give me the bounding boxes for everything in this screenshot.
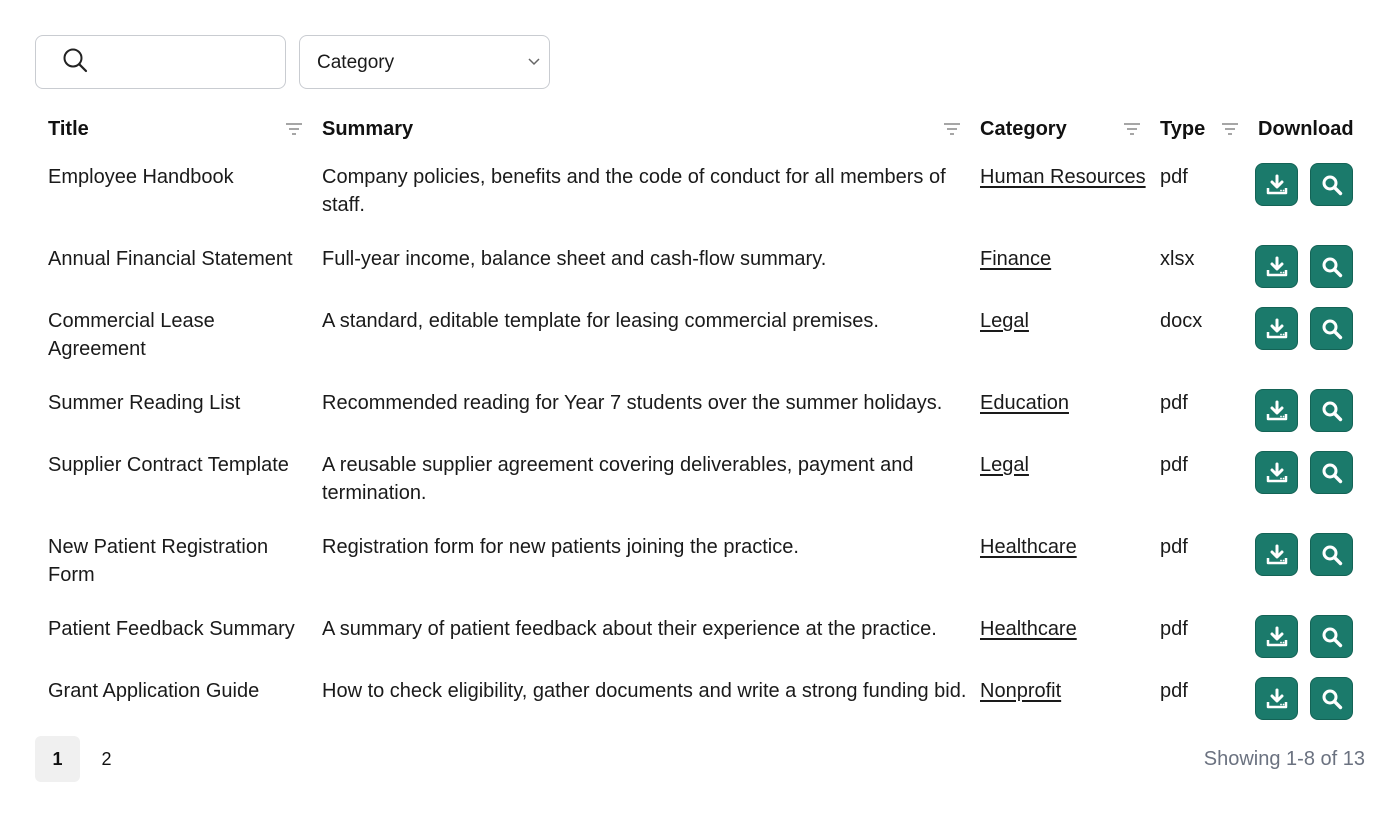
cell-summary: Recommended reading for Year 7 students over the summer holidays. bbox=[322, 392, 943, 414]
table-body bbox=[35, 150, 1365, 726]
cell-category bbox=[967, 664, 1147, 726]
cell-category bbox=[967, 232, 1147, 294]
cell-summary: A standard, editable template for leasing commercial premises. bbox=[322, 310, 879, 332]
cell-title: Commercial Lease Agreement bbox=[48, 310, 215, 360]
download-icon bbox=[1266, 256, 1288, 278]
column-header-download: Download bbox=[1258, 117, 1354, 140]
column-title-label: Title bbox=[48, 117, 89, 140]
preview-button[interactable] bbox=[1310, 163, 1353, 206]
cell-type: pdf bbox=[1160, 536, 1188, 558]
column-type-label: Type bbox=[1160, 117, 1206, 140]
cell-category bbox=[967, 376, 1147, 438]
magnifier-icon bbox=[1321, 544, 1343, 566]
cell-summary: Company policies, benefits and the code of conduct for all members of staff. bbox=[322, 166, 946, 216]
category-link[interactable]: Nonprofit bbox=[980, 680, 1062, 702]
magnifier-icon bbox=[1321, 688, 1343, 710]
download-icon bbox=[1266, 400, 1288, 422]
search-input[interactable] bbox=[102, 51, 262, 73]
cell-download bbox=[1245, 520, 1365, 602]
preview-button[interactable] bbox=[1310, 307, 1353, 350]
cell-type: pdf bbox=[1160, 680, 1188, 702]
cell-download bbox=[1245, 150, 1365, 232]
filter-icon[interactable] bbox=[1123, 122, 1141, 136]
cell-download bbox=[1245, 232, 1365, 294]
table-row bbox=[35, 602, 1365, 664]
search-box[interactable] bbox=[35, 35, 286, 89]
download-button[interactable] bbox=[1255, 245, 1298, 288]
cell-type: pdf bbox=[1160, 166, 1188, 188]
cell-title: Supplier Contract Template bbox=[48, 454, 289, 476]
toolbar bbox=[35, 35, 550, 89]
cell-type: docx bbox=[1160, 310, 1203, 332]
download-icon bbox=[1266, 174, 1288, 196]
cell-title: Annual Financial Statement bbox=[48, 248, 293, 270]
documents-table bbox=[35, 108, 1365, 726]
cell-category bbox=[967, 520, 1147, 602]
cell-download bbox=[1245, 376, 1365, 438]
preview-button[interactable] bbox=[1310, 615, 1353, 658]
cell-title: Employee Handbook bbox=[48, 166, 234, 188]
filter-icon[interactable] bbox=[1221, 122, 1239, 136]
table-row bbox=[35, 438, 1365, 520]
column-header-type bbox=[1147, 108, 1245, 150]
cell-download bbox=[1245, 438, 1365, 520]
download-icon bbox=[1266, 626, 1288, 648]
download-icon bbox=[1266, 688, 1288, 710]
category-link[interactable]: Finance bbox=[980, 248, 1052, 270]
column-header-category bbox=[967, 108, 1147, 150]
cell-download bbox=[1245, 602, 1365, 664]
magnifier-icon bbox=[1321, 174, 1343, 196]
cell-title: Summer Reading List bbox=[48, 392, 241, 414]
table-header-row bbox=[35, 108, 1365, 150]
results-count: Showing 1-8 of 13 bbox=[1203, 748, 1365, 770]
cell-download bbox=[1245, 294, 1365, 376]
cell-summary: Registration form for new patients joining the practice. bbox=[322, 536, 799, 558]
magnifier-icon bbox=[1321, 400, 1343, 422]
category-select[interactable] bbox=[299, 35, 550, 89]
cell-title: Patient Feedback Summary bbox=[48, 618, 295, 640]
preview-button[interactable] bbox=[1310, 677, 1353, 720]
category-select-value: Category bbox=[317, 51, 395, 73]
page-button-1[interactable]: 1 bbox=[35, 736, 80, 782]
cell-type: pdf bbox=[1160, 454, 1188, 476]
pagination bbox=[35, 736, 129, 782]
cell-type: pdf bbox=[1160, 392, 1188, 414]
preview-button[interactable] bbox=[1310, 533, 1353, 576]
category-link[interactable]: Education bbox=[980, 392, 1069, 414]
download-icon bbox=[1266, 544, 1288, 566]
table-row bbox=[35, 294, 1365, 376]
download-button[interactable] bbox=[1255, 389, 1298, 432]
cell-category bbox=[967, 438, 1147, 520]
table-row bbox=[35, 376, 1365, 438]
table-row bbox=[35, 150, 1365, 232]
preview-button[interactable] bbox=[1310, 451, 1353, 494]
cell-download bbox=[1245, 664, 1365, 726]
preview-button[interactable] bbox=[1310, 389, 1353, 432]
table-row bbox=[35, 520, 1365, 602]
download-icon bbox=[1266, 462, 1288, 484]
cell-type: xlsx bbox=[1160, 248, 1195, 270]
column-summary-label: Summary bbox=[322, 117, 414, 140]
cell-title: New Patient Registration Form bbox=[48, 536, 269, 586]
filter-icon[interactable] bbox=[943, 122, 961, 136]
download-icon bbox=[1266, 318, 1288, 340]
cell-category bbox=[967, 294, 1147, 376]
table-row bbox=[35, 232, 1365, 294]
filter-icon[interactable] bbox=[285, 122, 303, 136]
column-header-summary bbox=[309, 108, 967, 150]
download-button[interactable] bbox=[1255, 677, 1298, 720]
magnifier-icon bbox=[1321, 256, 1343, 278]
cell-summary: Full-year income, balance sheet and cash-flow summary. bbox=[322, 248, 827, 270]
column-category-label: Category bbox=[980, 117, 1067, 140]
table-row bbox=[35, 664, 1365, 726]
cell-summary: A summary of patient feedback about their experience at the practice. bbox=[322, 618, 937, 640]
download-button[interactable] bbox=[1255, 451, 1298, 494]
cell-title: Grant Application Guide bbox=[48, 680, 260, 702]
cell-category bbox=[967, 602, 1147, 664]
download-button[interactable] bbox=[1255, 533, 1298, 576]
magnifier-icon bbox=[1321, 626, 1343, 648]
download-button[interactable] bbox=[1255, 615, 1298, 658]
page-button-2[interactable]: 2 bbox=[101, 748, 112, 769]
category-link[interactable]: Healthcare bbox=[980, 536, 1077, 558]
column-header-title bbox=[35, 108, 309, 150]
category-link[interactable]: Legal bbox=[980, 454, 1029, 476]
preview-button[interactable] bbox=[1310, 245, 1353, 288]
search-icon bbox=[62, 47, 88, 78]
chevron-down-icon bbox=[527, 53, 541, 72]
magnifier-icon bbox=[1321, 462, 1343, 484]
download-button[interactable] bbox=[1255, 163, 1298, 206]
cell-type: pdf bbox=[1160, 618, 1188, 640]
download-button[interactable] bbox=[1255, 307, 1298, 350]
category-link[interactable]: Healthcare bbox=[980, 618, 1077, 640]
magnifier-icon bbox=[1321, 318, 1343, 340]
cell-summary: How to check eligibility, gather documents and write a strong funding bid. bbox=[322, 680, 967, 702]
cell-summary: A reusable supplier agreement covering deliverables, payment and termination. bbox=[322, 454, 914, 504]
category-link[interactable]: Human Resources bbox=[980, 166, 1146, 188]
cell-category bbox=[967, 150, 1147, 232]
category-link[interactable]: Legal bbox=[980, 310, 1029, 332]
